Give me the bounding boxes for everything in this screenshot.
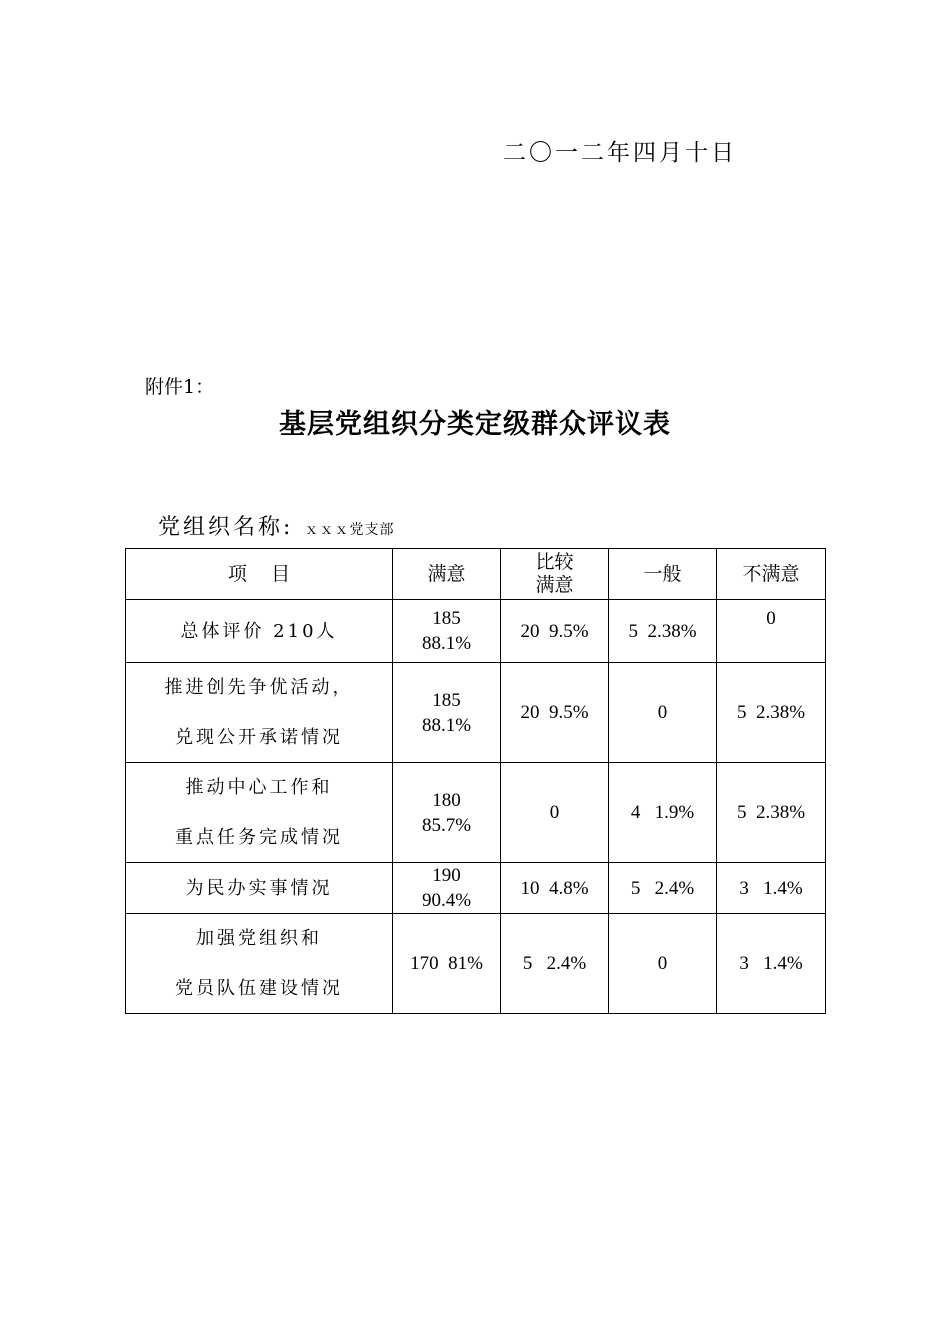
row-average-cell: 0	[609, 914, 717, 1014]
org-name-value: ｘｘｘ党支部	[304, 522, 395, 538]
row-unsatisfied-cell: 0	[717, 600, 826, 663]
row-satisfied-cell: 190 90.4%	[393, 863, 501, 914]
row-fairly-cell: 5 2.4%	[501, 914, 609, 1014]
table-row	[126, 663, 826, 763]
table-row	[126, 914, 826, 1014]
row-average-cell: 0	[609, 663, 717, 763]
row-satisfied-cell: 185 88.1%	[393, 600, 501, 663]
form-title: 基层党组织分类定级群众评议表	[279, 409, 671, 440]
row-average-cell: 5 2.4%	[609, 863, 717, 914]
table-header-row	[126, 549, 826, 600]
attachment-label: 附件1：	[145, 376, 215, 398]
row-item-cell: 推动中心工作和 重点任务完成情况	[126, 763, 393, 863]
table-row	[126, 600, 826, 663]
header-average: 一般	[609, 549, 717, 600]
row-fairly-cell: 20 9.5%	[501, 600, 609, 663]
org-name-label: 党组织名称:	[158, 515, 294, 540]
row-average-cell: 4 1.9%	[609, 763, 717, 863]
org-name-row	[158, 510, 395, 541]
row-unsatisfied-cell: 3 1.4%	[717, 863, 826, 914]
row-unsatisfied-cell: 3 1.4%	[717, 914, 826, 1014]
row-item-cell: 推进创先争优活动， 兑现公开承诺情况	[126, 663, 393, 763]
table-row	[126, 763, 826, 863]
header-item: 项 目	[126, 549, 393, 600]
row-satisfied-cell: 170 81%	[393, 914, 501, 1014]
header-satisfied: 满意	[393, 549, 501, 600]
row-satisfied-cell: 185 88.1%	[393, 663, 501, 763]
table-row	[126, 863, 826, 914]
row-average-cell: 5 2.38%	[609, 600, 717, 663]
header-fairly-satisfied: 比较 满意	[501, 549, 609, 600]
document-date: 二〇一二年四月十日	[503, 140, 737, 166]
row-fairly-cell: 10 4.8%	[501, 863, 609, 914]
row-satisfied-cell: 180 85.7%	[393, 763, 501, 863]
header-unsatisfied: 不满意	[717, 549, 826, 600]
row-unsatisfied-cell: 5 2.38%	[717, 663, 826, 763]
row-item-cell: 加强党组织和 党员队伍建设情况	[126, 914, 393, 1014]
evaluation-table	[125, 548, 826, 1014]
row-item-cell: 总体评价 210人	[126, 600, 393, 663]
row-fairly-cell: 20 9.5%	[501, 663, 609, 763]
row-unsatisfied-cell: 5 2.38%	[717, 763, 826, 863]
row-item-cell: 为民办实事情况	[126, 863, 393, 914]
row-fairly-cell: 0	[501, 763, 609, 863]
